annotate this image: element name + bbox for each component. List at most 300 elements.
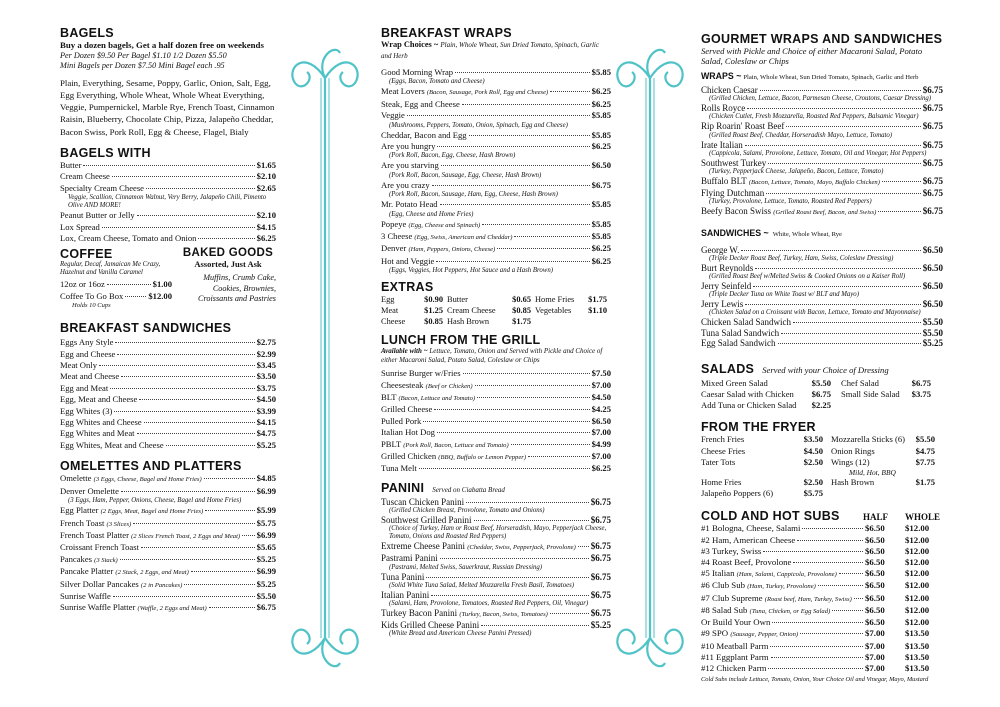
- item-price: $6.75: [922, 206, 943, 217]
- menu-item: [381, 160, 611, 171]
- item-name: [60, 337, 113, 348]
- sub-half-price: $6.50: [865, 580, 885, 591]
- item-name: [701, 263, 753, 273]
- sub-half-price: $7.00: [865, 640, 885, 651]
- item-note: (3 Eggs, Cheese, Bagel and Home Fries): [93, 476, 202, 484]
- item-price: $5.99: [256, 505, 276, 516]
- item-name-text: Buffalo BLT: [701, 176, 747, 187]
- item-name: [701, 176, 880, 188]
- sub-item: [701, 580, 943, 592]
- menu-item: [701, 206, 943, 218]
- item-note: (Egg, Swiss, American and Cheddar): [414, 234, 513, 242]
- sub-name: [701, 652, 769, 663]
- leader-dots: [137, 215, 255, 216]
- leader-dots: [114, 411, 254, 412]
- item-name: [701, 85, 758, 95]
- bagels-with-list: [60, 160, 276, 244]
- menu-item: [381, 199, 611, 210]
- salads-heading: SALADS: [701, 362, 755, 377]
- leader-dots: [832, 610, 863, 611]
- sub-name: [701, 641, 768, 652]
- item-name: Egg: [381, 295, 395, 305]
- grid-item: [701, 400, 841, 411]
- sub-note: (Tuna, Chicken, or Egg Salad): [749, 607, 831, 615]
- grid-item: [831, 457, 943, 468]
- grid-item: [701, 389, 841, 400]
- item-price: $3.50: [803, 434, 823, 445]
- item-price: $2.75: [256, 337, 276, 348]
- item-price: $6.75: [590, 553, 611, 564]
- item-note: (2 Slices French Toast, 2 Eggs and Meat): [131, 532, 241, 540]
- sub-whole-price: $12.00: [905, 580, 930, 591]
- item-price: $6.50: [922, 281, 943, 292]
- sub-name-text: #2 Ham, American Cheese: [701, 534, 796, 545]
- leader-dots: [407, 115, 590, 116]
- item-price: $6.25: [591, 86, 611, 97]
- item-price: $6.75: [922, 121, 943, 132]
- menu-item: [701, 338, 943, 348]
- item-name: French Fries: [701, 434, 745, 445]
- gourmet-subtitle: Served with Pickle and Choice of either Macaroni Salad, Potato Salad, Coleslaw or Chips: [701, 46, 923, 66]
- menu-item: [60, 371, 276, 382]
- item-price: $6.50: [922, 244, 943, 255]
- item-name: Home Fries: [701, 476, 742, 487]
- leader-dots: [102, 227, 255, 228]
- sub-name: [701, 617, 770, 628]
- menu-item: [60, 394, 276, 405]
- item-name-text: Pancake Platter: [60, 566, 114, 577]
- leader-dots: [137, 433, 255, 434]
- menu-item: [60, 360, 276, 371]
- gourmet-sandwiches-label-row: [701, 223, 943, 241]
- gourmet-sandwiches-list: [701, 245, 943, 348]
- menu-item: [381, 541, 611, 553]
- item-price: $4.75: [915, 445, 935, 456]
- item-name: [381, 130, 467, 141]
- sub-item: [701, 546, 943, 557]
- item-name-text: Grilled Chicken: [381, 450, 437, 461]
- panini-list: [381, 497, 611, 639]
- sub-name: [701, 628, 798, 640]
- extras-grid: [381, 294, 611, 327]
- leader-dots: [166, 445, 255, 446]
- item-name: [60, 222, 100, 233]
- menu-item: [381, 392, 611, 404]
- item-price: $6.75: [922, 188, 943, 199]
- item-name-text: Tuscan Chicken Panini: [381, 496, 465, 507]
- sub-whole-price: $12.00: [905, 523, 930, 534]
- sub-item: [701, 523, 943, 534]
- item-price: $5.25: [922, 337, 943, 348]
- item-price: $5.85: [591, 218, 611, 229]
- leader-dots: [781, 333, 921, 334]
- gourmet-wraps-label: WRAPS ~: [701, 71, 742, 81]
- sub-half-price: $7.00: [865, 662, 885, 673]
- item-price: $6.99: [256, 529, 276, 540]
- subs-list: [701, 523, 943, 674]
- item-description: (Pork Roll, Bacon, Sausage, Egg, Cheese, Hash Brown): [389, 171, 542, 179]
- item-price: $4.25: [591, 404, 611, 415]
- grid-item: [831, 477, 943, 488]
- item-description: (Triple Decker Tuna on White Toast w/ BLT and Mayo): [709, 291, 859, 299]
- item-name: [381, 141, 435, 152]
- item-name-text: Sunrise Waffle: [60, 590, 111, 601]
- item-name: [60, 486, 119, 497]
- item-price: $6.25: [591, 255, 611, 266]
- leader-dots: [878, 211, 920, 212]
- leader-dots: [139, 399, 254, 400]
- sub-name-text: #3 Turkey, Swiss: [701, 545, 762, 556]
- lunch-grill-heading: LUNCH FROM THE GRILL: [381, 333, 541, 348]
- leader-dots: [191, 571, 255, 572]
- item-name: [701, 103, 745, 113]
- item-name: [381, 439, 509, 451]
- item-price: $1.75: [915, 476, 935, 487]
- menu-item: [381, 515, 611, 525]
- item-price: $6.99: [256, 485, 276, 496]
- item-name-text: Southwest Turkey: [701, 157, 767, 168]
- item-name-text: Egg Platter: [60, 505, 99, 516]
- panini-heading: PANINI: [381, 480, 425, 495]
- sub-whole-price: $12.00: [905, 545, 930, 556]
- leader-dots: [474, 520, 589, 521]
- coffee-heading: COFFEE: [60, 247, 113, 262]
- sub-name: [701, 557, 791, 568]
- breakfast-wraps-list: [381, 67, 611, 275]
- item-name: [381, 392, 475, 404]
- item-name-text: Tuna Panini: [381, 571, 425, 582]
- sub-item: [701, 663, 943, 674]
- leader-dots: [755, 268, 920, 269]
- item-name: [60, 371, 119, 382]
- item-name-text: Cheddar, Bacon and Egg: [381, 129, 467, 140]
- item-name: [60, 291, 123, 302]
- item-name-text: Mr. Potato Head: [381, 199, 438, 210]
- sub-name: [701, 580, 816, 592]
- menu-item: [60, 542, 276, 553]
- subs-footnote: Cold Subs include Lettuce, Tomato, Onion, Your Choice Oil and Vinegar, Mayo, Mustard: [701, 676, 929, 684]
- leader-dots: [121, 491, 255, 492]
- leader-dots: [477, 397, 590, 398]
- menu-item: [381, 368, 611, 379]
- item-price: $1.75: [512, 317, 531, 327]
- item-price: $2.25: [811, 399, 831, 410]
- item-name-text: Popeye: [381, 218, 407, 229]
- leader-dots: [772, 622, 863, 623]
- menu-item: [60, 486, 276, 497]
- item-name-text: Cream Cheese: [60, 171, 110, 182]
- item-name-text: Good Morning Wrap: [381, 67, 454, 77]
- coffee-list: [60, 279, 172, 302]
- gourmet-wraps-choices: Plain, Whole Wheat, Sun Dried Tomato, Spinach, Garlic and Herb: [743, 74, 919, 81]
- leader-dots: [209, 607, 255, 608]
- sub-whole-price: $13.50: [905, 651, 930, 662]
- leader-dots: [466, 502, 589, 503]
- item-price: $1.10: [588, 306, 607, 316]
- item-price: $6.75: [256, 602, 276, 613]
- leader-dots: [463, 373, 590, 374]
- menu-item: [701, 103, 943, 113]
- grid-item: [447, 316, 535, 327]
- grid-item: [701, 457, 831, 468]
- item-name-text: Pulled Pork: [381, 415, 422, 426]
- sub-whole-price: $13.50: [905, 628, 930, 639]
- item-description: (Solid White Tuna Salad, Melted Mozzarella Fresh Basil, Tomatoes): [389, 581, 575, 589]
- grid-item: [701, 446, 831, 457]
- item-name-text: Extreme Cheese Panini: [381, 541, 465, 552]
- item-name: Chef Salad: [841, 378, 879, 389]
- item-name-text: Flying Dutchman: [701, 188, 765, 199]
- item-price: $2.65: [256, 182, 276, 193]
- item-description: (Grilled Chicken, Lettuce, Bacon, Parmesan Cheese, Croutons, Caesar Dressing): [709, 95, 932, 103]
- item-name-text: Croissant French Toast: [60, 542, 139, 553]
- item-name-text: Egg and Cheese: [60, 348, 116, 359]
- sub-name: [701, 593, 852, 605]
- item-name: [701, 140, 743, 150]
- item-description: (Turkey, Pepperjack Cheese, Jalapeño, Bacon, Lettuce, Tomato): [709, 168, 884, 176]
- item-name-text: Tuna Melt: [381, 463, 417, 474]
- leader-dots: [854, 598, 863, 599]
- item-name-text: Turkey Bacon Panini: [381, 607, 458, 618]
- item-price: $7.50: [591, 368, 611, 379]
- item-name: [60, 518, 131, 530]
- item-name: [381, 404, 432, 415]
- divider-ornament-right: [610, 38, 690, 678]
- item-name-text: French Toast: [60, 517, 105, 528]
- sub-note: (Sausage, Pepper, Onion): [730, 631, 799, 639]
- item-name: [381, 572, 424, 582]
- menu-item: [381, 231, 611, 243]
- item-name-text: Tuna Salad Sandwich: [701, 327, 780, 338]
- item-name-text: 12oz or 16oz: [60, 279, 105, 290]
- item-price: $4.85: [256, 473, 276, 484]
- item-price: $6.75: [922, 85, 943, 95]
- menu-item: [701, 85, 943, 95]
- menu-item: [381, 404, 611, 415]
- menu-item: [381, 67, 611, 78]
- menu-item: [60, 210, 276, 221]
- grid-item: [701, 477, 831, 488]
- divider-ornament-left: [285, 38, 365, 678]
- menu-item: [60, 602, 276, 614]
- item-name: [60, 279, 105, 290]
- grid-item: [701, 434, 831, 445]
- item-name: Onion Rings: [831, 445, 875, 456]
- item-price: $4.15: [256, 221, 276, 232]
- leader-dots: [578, 546, 589, 547]
- omelettes-heading: OMELETTES AND PLATTERS: [60, 459, 242, 474]
- fryer-grid: [701, 434, 943, 499]
- menu-item: [701, 188, 943, 198]
- item-name-text: Southwest Grilled Panini: [381, 514, 472, 525]
- item-price: $6.75: [590, 514, 611, 525]
- leader-dots: [437, 432, 590, 433]
- item-name: [381, 110, 405, 121]
- sub-item: [701, 593, 943, 605]
- item-price: $3.50: [256, 371, 276, 382]
- sub-name: [701, 523, 800, 534]
- item-name: Hash Brown: [831, 476, 875, 487]
- leader-dots: [760, 90, 921, 91]
- item-name-text: Butter: [60, 159, 82, 170]
- item-description: (Grilled Roast Beef, Cheddar, Horseradish Mayo, Lettuce, Tomato): [709, 131, 893, 139]
- grid-item: [381, 316, 447, 327]
- item-name-text: Steak, Egg and Cheese: [381, 98, 460, 109]
- extras-heading: EXTRAS: [381, 280, 434, 295]
- item-name-text: Italian Hot Dog: [381, 427, 435, 438]
- item-name: [60, 542, 139, 553]
- gourmet-sandwiches-choices: White, Whole Wheat, Rye: [772, 230, 842, 238]
- item-description: (Mushrooms, Peppers, Tomato, Onion, Spinach, Egg and Cheese): [389, 121, 568, 129]
- leader-dots: [778, 343, 921, 344]
- menu-item: [381, 620, 611, 630]
- menu-item: [701, 299, 943, 309]
- grid-item: [841, 389, 941, 400]
- sub-item: [701, 557, 943, 568]
- item-name-text: Lox, Cream Cheese, Tomato and Onion: [60, 233, 197, 244]
- sub-item: [701, 617, 943, 628]
- grid-item: [535, 305, 611, 316]
- leader-dots: [437, 146, 589, 147]
- sub-half-price: $6.50: [865, 617, 885, 628]
- item-description: (Egg, Cheese and Home Fries): [389, 210, 474, 218]
- item-price: $2.50: [803, 476, 823, 487]
- item-name: [381, 541, 576, 553]
- leader-dots: [550, 91, 589, 92]
- item-price: $3.75: [911, 388, 931, 399]
- menu-item: [381, 572, 611, 582]
- sub-half-price: $6.50: [865, 568, 885, 579]
- item-price: $5.75: [256, 517, 276, 528]
- leader-dots: [763, 551, 863, 552]
- item-price: $7.00: [591, 427, 611, 438]
- item-note: (Beef or Chicken): [425, 382, 473, 390]
- sub-half-price: $6.50: [865, 534, 885, 545]
- item-name-text: Are you hungry: [381, 141, 436, 152]
- grid-item: [831, 434, 943, 445]
- grid-item: [701, 378, 841, 389]
- sub-whole-price: $12.00: [905, 557, 930, 568]
- leader-dots: [141, 547, 255, 548]
- leader-dots: [771, 657, 863, 658]
- item-note: (Ham, Peppers, Onions, Cheese): [408, 246, 496, 254]
- item-name-text: Egg Whites and Cheese: [60, 417, 142, 428]
- item-description: (Eggs, Veggies, Hot Peppers, Hot Sauce and a Hash Brown): [389, 267, 553, 275]
- item-name: [701, 206, 876, 218]
- item-description: (3 Eggs, Ham, Pepper, Onions, Cheese, Bagel and Home Fries): [68, 497, 242, 505]
- bagels-price-line-1: Per Dozen $9.50 Per Bagel $1.10 1/2 Dozen $5.50: [60, 50, 227, 60]
- omelettes-list: [60, 473, 276, 614]
- menu-item: [381, 416, 611, 427]
- leader-dots: [745, 304, 921, 305]
- menu-item: [60, 222, 276, 233]
- item-price: $6.75: [922, 139, 943, 150]
- item-description: (Turkey, Provolone, Lettuce, Tomato, Roasted Red Peppers): [709, 198, 872, 206]
- leader-dots: [482, 224, 589, 225]
- sub-name: [701, 663, 766, 674]
- item-price: $5.65: [256, 542, 276, 553]
- gourmet-wraps-list: [701, 85, 943, 219]
- item-name-text: Egg Whites, Meat and Cheese: [60, 439, 164, 450]
- item-name: [60, 473, 202, 485]
- leader-dots: [107, 284, 151, 285]
- menu-item: [701, 140, 943, 150]
- item-name: [701, 338, 776, 348]
- item-price: $6.50: [922, 299, 943, 310]
- menu-item: [701, 245, 943, 255]
- menu-item: [701, 121, 943, 131]
- item-price: $4.50: [256, 394, 276, 405]
- item-name-text: Egg Whites and Meat: [60, 428, 135, 439]
- item-name: [381, 99, 460, 110]
- item-description: (Grilled Roast Beef w/Melted Swiss & Cooked Onions on a Kaiser Roll): [709, 273, 906, 281]
- item-name-text: Burt Reynolds: [701, 262, 754, 273]
- menu-item: [701, 317, 943, 327]
- menu-item: [60, 171, 276, 182]
- item-name: [381, 243, 495, 255]
- lunch-grill-list: [381, 368, 611, 475]
- leader-dots: [242, 535, 255, 536]
- item-name-text: Kids Grilled Cheese Panini: [381, 620, 480, 631]
- leader-dots: [144, 422, 255, 423]
- item-name: [381, 451, 526, 463]
- sub-name-text: #11 Eggplant Parm: [701, 651, 769, 662]
- sub-name-text: #1 Bologna, Cheese, Salami: [701, 523, 801, 534]
- leader-dots: [462, 104, 590, 105]
- item-price: $6.75: [911, 378, 931, 389]
- gourmet-sandwiches-label: SANDWICHES ~: [701, 227, 769, 238]
- item-name: Small Side Salad: [841, 388, 900, 399]
- menu-item: [60, 473, 276, 485]
- menu-item: [60, 233, 276, 244]
- menu-item: [60, 566, 276, 578]
- leader-dots: [121, 376, 254, 377]
- item-name-text: Denver Omelette: [60, 485, 119, 496]
- item-name-text: Irate Italian: [701, 139, 743, 150]
- baked-goods-subtitle: Assorted, Just Ask: [194, 259, 262, 270]
- item-name: [701, 299, 743, 309]
- sub-item: [701, 568, 943, 580]
- subs-half-header: HALF: [863, 512, 889, 523]
- item-name: [701, 281, 751, 291]
- item-name-text: Veggie: [381, 110, 405, 121]
- menu-item: [381, 130, 611, 141]
- gourmet-wraps-label-row: [701, 71, 943, 81]
- item-name: [381, 180, 430, 191]
- item-price: $3.99: [256, 405, 276, 416]
- item-name: Mixed Green Salad: [701, 378, 768, 389]
- item-name: [701, 245, 739, 255]
- item-price: $5.50: [922, 327, 943, 338]
- item-price: $0.90: [424, 295, 443, 305]
- sub-half-price: $7.00: [865, 628, 885, 639]
- item-name: Caesar Salad with Chicken: [701, 388, 794, 399]
- item-note: (Bacon, Sausage, Pork Roll, Egg and Cheese): [426, 89, 549, 97]
- grid-item: [447, 305, 535, 316]
- menu-item: [381, 463, 611, 474]
- coffee-flavors: Regular, Decaf, Jamaican Me Crazy, Hazelnut and Vanilla Caramel: [60, 261, 161, 277]
- item-name: [701, 188, 764, 198]
- item-name-text: PBLT: [381, 438, 402, 449]
- item-name: [701, 121, 784, 131]
- item-name: [60, 591, 111, 602]
- menu-item: [60, 428, 276, 439]
- menu-item: [60, 530, 276, 542]
- item-name-text: Sunrise Waffle Platter: [60, 602, 136, 613]
- item-description: (Pork Roll, Bacon, Sausage, Ham, Egg, Cheese, Hash Brown): [389, 191, 558, 199]
- item-price: $1.75: [588, 295, 607, 305]
- lunch-grill-note-text: Lettuce, Tomato, Onion and Served with Pickle and Choice of either Macaroni Salad, Potato Salad, Coleslaw or Chips: [381, 347, 603, 364]
